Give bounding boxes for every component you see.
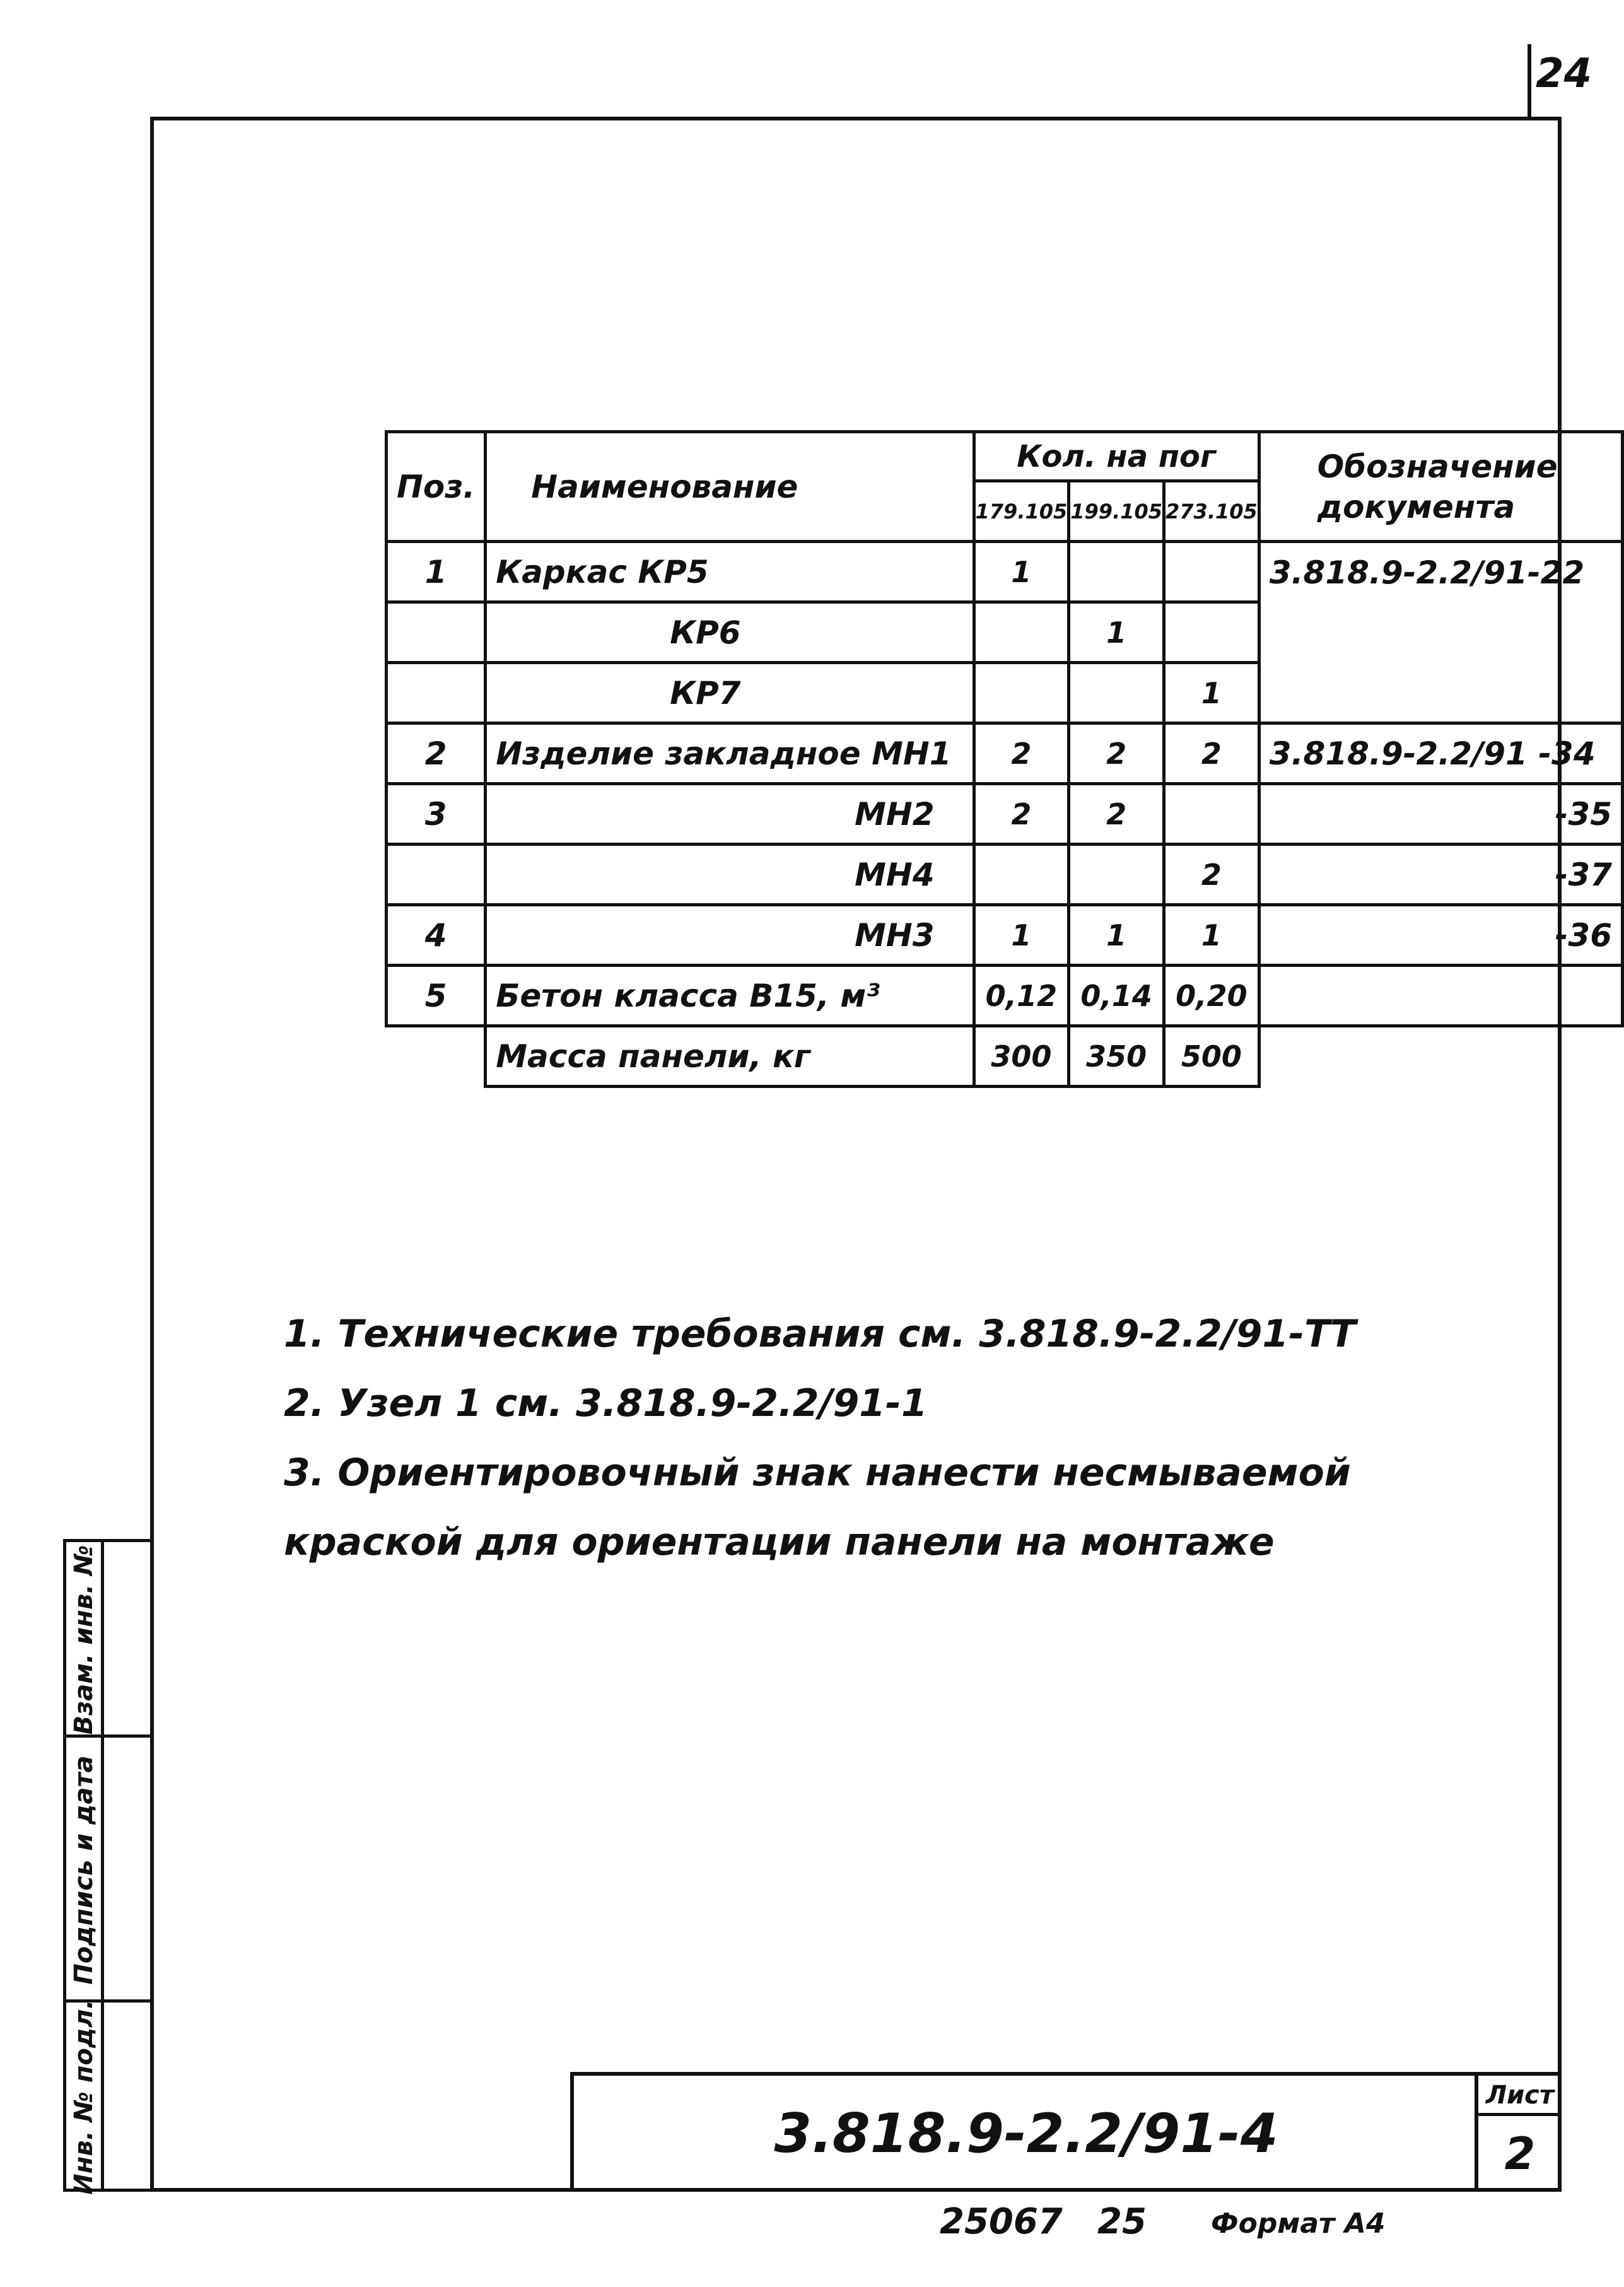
row-pos bbox=[387, 845, 486, 905]
row-q1: 0,12 bbox=[974, 966, 1069, 1026]
row-doc: 3.818.9-2.2/91-22 bbox=[1259, 542, 1622, 602]
row-name: КР6 bbox=[486, 602, 974, 663]
header-qty-col-3: 273.105 bbox=[1164, 481, 1259, 542]
row-q1 bbox=[974, 845, 1069, 905]
table-row bbox=[387, 966, 1623, 1026]
inv-orig-label bbox=[66, 1999, 104, 2195]
row-q2: 0,14 bbox=[1069, 966, 1164, 1026]
row-q2 bbox=[1069, 845, 1164, 905]
header-doc-line1: Обозначение bbox=[1317, 448, 1558, 485]
replace-inv-label bbox=[66, 1542, 104, 1738]
header-qty: Кол. на пог bbox=[974, 432, 1259, 481]
header-pos: Поз. bbox=[387, 432, 486, 542]
inv-orig-text: Инв. № подл. bbox=[69, 1999, 98, 2195]
footer-format: Формат А4 bbox=[1211, 2208, 1386, 2240]
row-doc: 3.818.9-2.2/91 -34 bbox=[1259, 723, 1622, 784]
row-q2 bbox=[1069, 663, 1164, 723]
row-q3 bbox=[1164, 542, 1259, 602]
sheet-number: 24 bbox=[1536, 50, 1592, 97]
sign-date-label bbox=[66, 1738, 104, 2003]
header-doc bbox=[1259, 432, 1622, 542]
header-qty-col-1: 179.105 bbox=[974, 481, 1069, 542]
row-pos: 3 bbox=[387, 784, 486, 845]
row-q1: 1 bbox=[974, 905, 1069, 966]
mass-row-q1: 300 bbox=[974, 1026, 1069, 1087]
row-q1 bbox=[974, 602, 1069, 663]
mass-row-name: Масса панели, кг bbox=[486, 1026, 974, 1087]
row-q3: 0,20 bbox=[1164, 966, 1259, 1026]
row-q2: 1 bbox=[1069, 602, 1164, 663]
row-q1 bbox=[974, 663, 1069, 723]
row-name: Каркас КР5 bbox=[486, 542, 974, 602]
row-doc: -36 bbox=[1259, 905, 1622, 966]
row-name: КР7 bbox=[486, 663, 974, 723]
row-doc bbox=[1259, 663, 1622, 723]
document-code: 3.818.9-2.2/91-4 bbox=[570, 2072, 1478, 2192]
row-q2: 2 bbox=[1069, 723, 1164, 784]
sign-date-text: Подпись и дата bbox=[69, 1755, 98, 1985]
header-qty-col-2: 199.105 bbox=[1069, 481, 1164, 542]
sheet-label: Лист bbox=[1478, 2076, 1562, 2116]
row-doc bbox=[1259, 966, 1622, 1026]
approval-strip bbox=[63, 1539, 150, 2195]
row-q3 bbox=[1164, 602, 1259, 663]
row-q3: 1 bbox=[1164, 663, 1259, 723]
row-q1: 1 bbox=[974, 542, 1069, 602]
row-name: МН4 bbox=[486, 845, 974, 905]
row-q3: 1 bbox=[1164, 905, 1259, 966]
row-q3 bbox=[1164, 784, 1259, 845]
row-name: МН3 bbox=[486, 905, 974, 966]
note-3-continued: краской для ориентации панели на монтаже bbox=[284, 1520, 1275, 1564]
row-q3: 2 bbox=[1164, 723, 1259, 784]
row-doc bbox=[1259, 602, 1622, 663]
header-doc-line2: документа bbox=[1317, 488, 1516, 525]
row-q1: 2 bbox=[974, 784, 1069, 845]
table-header-row bbox=[387, 432, 1623, 481]
row-doc: -35 bbox=[1259, 784, 1622, 845]
mass-row-q3: 500 bbox=[1164, 1026, 1259, 1087]
drawing-frame bbox=[150, 117, 1562, 2192]
row-q2: 2 bbox=[1069, 784, 1164, 845]
header-name: Наименование bbox=[486, 432, 974, 542]
table-row bbox=[387, 723, 1623, 784]
row-name: Бетон класса В15, м³ bbox=[486, 966, 974, 1026]
row-pos: 2 bbox=[387, 723, 486, 784]
row-q3: 2 bbox=[1164, 845, 1259, 905]
specification-table bbox=[385, 430, 1624, 1088]
row-pos: 1 bbox=[387, 542, 486, 602]
row-name: МН2 bbox=[486, 784, 974, 845]
notes-block bbox=[284, 1299, 1356, 1577]
sheet-value: 2 bbox=[1504, 2128, 1536, 2180]
table-row bbox=[387, 845, 1623, 905]
row-pos: 4 bbox=[387, 905, 486, 966]
footer-copy: 25 bbox=[1097, 2201, 1147, 2242]
note-3: 3. Ориентировочный знак нанести несмываемой bbox=[284, 1451, 1351, 1495]
title-stamp bbox=[570, 2072, 1562, 2192]
mass-row-doc bbox=[1259, 1026, 1622, 1087]
table-row bbox=[387, 905, 1623, 966]
table-row bbox=[387, 542, 1623, 602]
sheet-box bbox=[1475, 2072, 1562, 2192]
table-row bbox=[387, 784, 1623, 845]
row-pos bbox=[387, 602, 486, 663]
row-q2: 1 bbox=[1069, 905, 1164, 966]
mass-row-pos bbox=[387, 1026, 486, 1087]
replace-inv-text: Взам. инв. № bbox=[69, 1545, 98, 1735]
row-pos bbox=[387, 663, 486, 723]
row-q2 bbox=[1069, 542, 1164, 602]
mass-row bbox=[387, 1026, 1623, 1087]
row-name: Изделие закладное МН1 bbox=[486, 723, 974, 784]
row-doc: -37 bbox=[1259, 845, 1622, 905]
sheet-number-divider bbox=[1528, 44, 1531, 119]
row-q1: 2 bbox=[974, 723, 1069, 784]
row-pos: 5 bbox=[387, 966, 486, 1026]
note-1: 1. Технические требования см. 3.818.9-2.2/91-ТТ bbox=[284, 1312, 1356, 1356]
mass-row-q2: 350 bbox=[1069, 1026, 1164, 1087]
footer-number: 25067 bbox=[940, 2201, 1063, 2242]
note-2: 2. Узел 1 см. 3.818.9-2.2/91-1 bbox=[284, 1381, 928, 1425]
table-row bbox=[387, 663, 1623, 723]
table-row bbox=[387, 602, 1623, 663]
